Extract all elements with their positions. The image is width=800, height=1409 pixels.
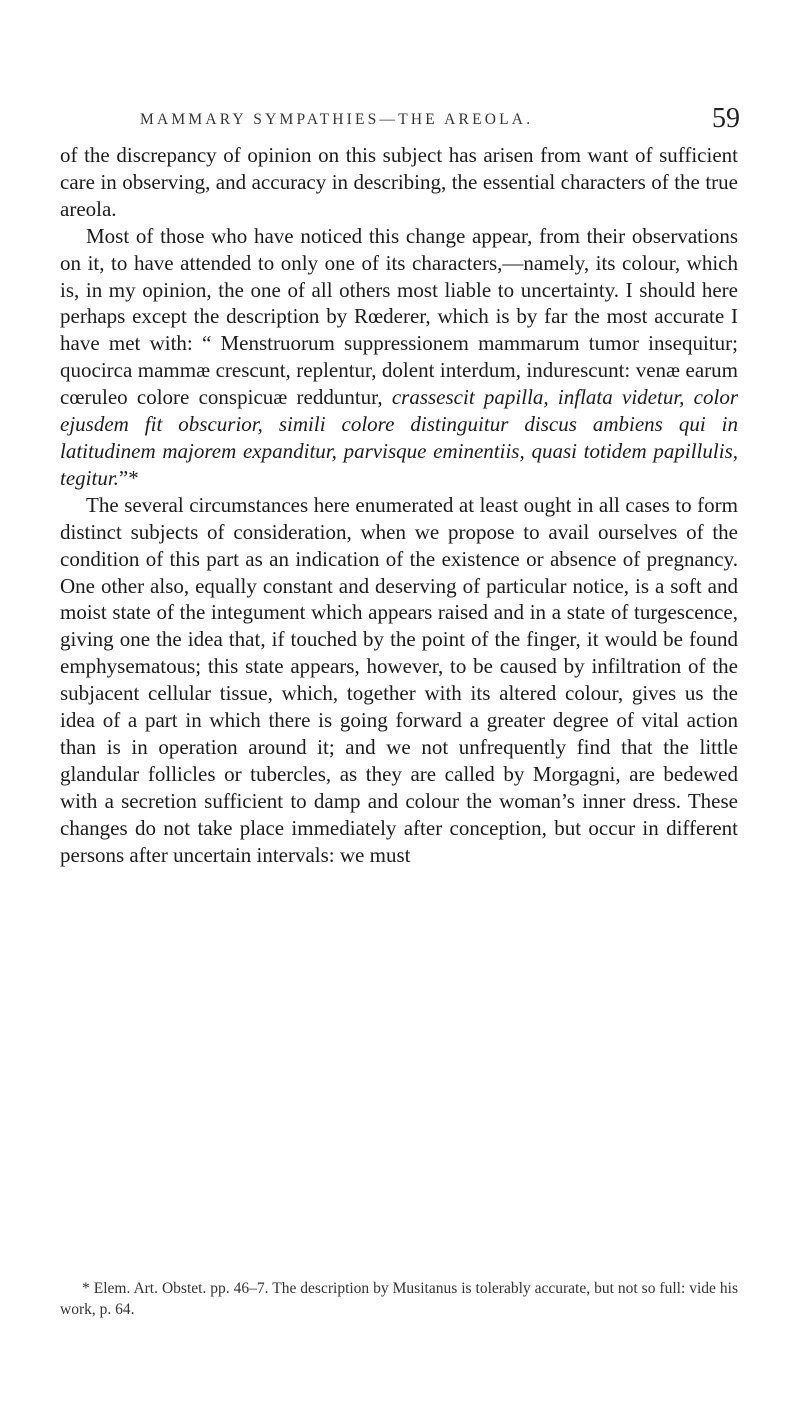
paragraph-text: Most of those who have noticed this change appear, from their observations on it, to have attended to only one of its characters,—namely, its colour, which is, in my opinion, the one of all others most liable to uncertainty. I should here perhaps except the description by Rœderer, which is by far the most accurate I have met with: “ Menstruorum suppressionem mammarum tumor insequitur; quocirca mammæ crescunt, replentur, dolent interdum, indurescunt: venæ earum cœruleo colore conspicuæ redduntur, bbox=[60, 223, 738, 410]
paragraph-circumstances: The several circumstances here enumerated at least ought in all cases to form distinct subjects of consideration, when we propose to avail ourselves of the condition of this part as an indication of the existence or absence of pregnancy. One other also, equally constant and deserving of particular notice, is a soft and moist state of the integument which appears raised and in a state of turgescence, giving one the idea that, if touched by the point of the finger, it would be found emphysematous; this state appears, however, to be caused by infiltration of the subjacent cellular tissue, which, together with its altered colour, gives us the idea of a part in which there is going forward a greater degree of vital action than is in operation around it; and we not unfrequently find that the little glandular follicles or tubercles, as they are called by Morgagni, are bedewed with a secretion sufficient to damp and colour the woman’s inner dress. These changes do not take place immediately after conception, but occur in different persons after uncertain intervals: we must bbox=[60, 492, 738, 867]
body-text bbox=[60, 142, 738, 868]
running-title: MAMMARY SYMPATHIES—THE AREOLA. bbox=[140, 111, 534, 128]
footnote bbox=[60, 1278, 738, 1320]
italic-latin-quote: crassescit papilla, inflata videtur, color ejusdem fit obscurior, simili colore distinguitur discus ambiens qui in latitudinem majorem expanditur, parvisque eminentiis, quasi totidem papillulis, tegitur. bbox=[60, 385, 738, 490]
paragraph-continued: of the discrepancy of opinion on this subject has arisen from want of sufficient care in observing, and accuracy in describing, the essential characters of the true areola. bbox=[60, 143, 738, 221]
running-head bbox=[60, 103, 740, 137]
page-number: 59 bbox=[712, 103, 740, 134]
paragraph-roederer-quote bbox=[60, 223, 738, 492]
footnote-marker: ”* bbox=[118, 465, 139, 490]
footnote-text: * Elem. Art. Obstet. pp. 46–7. The description by Musitanus is tolerably accurate, but not so full: vide his work, p. 64. bbox=[60, 1280, 738, 1318]
